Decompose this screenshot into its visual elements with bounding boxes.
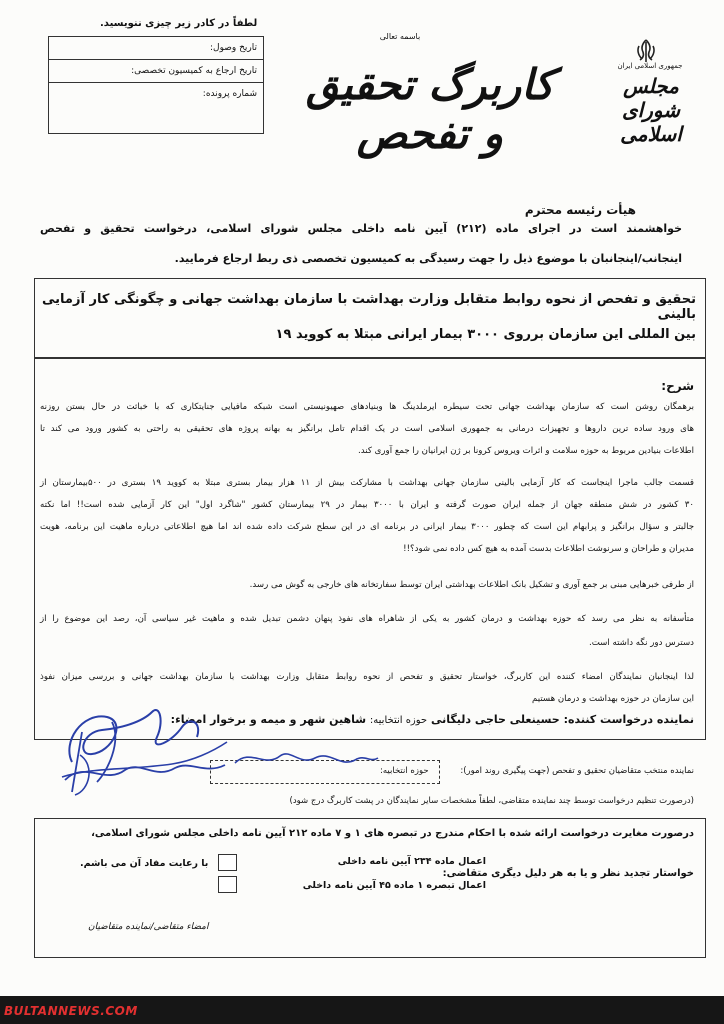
description-line: قسمت جالب ماجرا اینجاست که کار آزمایی بالینی سازمان جهانی بهداشت با مشارکت بیش از ۱۱ هزار بیمار بستری مبتلا به کووید ۱۹ بستری در ۵۰۰بیمارستان از <box>40 478 695 488</box>
constituency-label: حوزه انتخابیه: <box>369 715 428 726</box>
footer-watermark: BULTANNEWS.COM <box>4 1004 138 1018</box>
form-title: کاربرگ تحقیق و تفحص <box>306 60 554 158</box>
description-line: برهمگان روشن است که سازمان بهداشت جهانی تحت سیطره ایرملدینگ ها وبنیادهای صهیونیستی است شبکه مافیایی جنایتکاری که با خباثت در حال بستن روزنه <box>40 402 694 412</box>
intro-line-1: خواهشمند است در اجرای ماده (۲۱۲) آیین نامه داخلی مجلس شورای اسلامی، درخواست تحقیق و تفحص <box>40 222 682 235</box>
requester-label: نماینده درخواست کننده: <box>563 713 694 726</box>
declaration-line-1: درصورت مغایرت درخواست ارائه شده با احکام مندرج در تبصره های ۱ و ۷ ماده ۲۱۲ آیین نامه داخلی مجلس شورای اسلامی، <box>91 828 694 839</box>
file-number-field: شماره پرونده: <box>202 89 257 99</box>
declaration-line-2: خواستار تجدید نظر و یا به هر دلیل دیگری متقاضی: <box>442 868 694 879</box>
representative-label: نماینده منتخب متقاضیان تحقیق و تفحص (جهت پیگیری روند امور): <box>460 766 694 776</box>
checkbox-note-1-article-45[interactable] <box>218 876 237 893</box>
description-line: های ورود ساده ترین داروها و تجهیزات درمانی به جمهوری اسلامی است در یک اقدام تامل برانگیز به بهانه پروژه های تحقیقی به راحتی به کشور ورود می کند تا <box>40 424 694 434</box>
conditions-note: (درصورت تنظیم درخواست توسط چند نماینده متقاضی، لطفاً مشخصات سایر نمایندگان در پشت کاربرگ درج شود) <box>289 796 694 806</box>
referral-date-field: تاریخ ارجاع به کمیسیون تخصصی: <box>49 60 263 83</box>
constituency-name: شاهین شهر و میمه و برخوار <box>210 713 367 726</box>
received-date-field: تاریخ وصول: <box>49 37 263 60</box>
requester-name: حسینعلی حاجی دلیگانی <box>430 713 560 726</box>
handwritten-signature-3 <box>60 740 230 800</box>
description-line: از طرفی خبرهایی مبنی بر جمع آوری و تشکیل بانک اطلاعات بهداشتی ایران توسط سفارتخانه های خارجی به گوش می رسد. <box>249 580 694 590</box>
representative-line <box>460 766 694 776</box>
top-note: لطفاً در کادر زیر چیزی ننویسید. <box>100 18 258 29</box>
description-label: شرح: <box>661 379 694 393</box>
option-note-1-article-45: اعمال تبصره ۱ ماده ۴۵ آیین نامه داخلی <box>302 880 486 891</box>
subject-line-2: بین المللی این سازمان برروی ۳۰۰۰ بیمار ایرانی مبتلا به کووید ۱۹ <box>275 327 696 342</box>
description-line: دسترس دور نگه داشته است. <box>588 638 694 648</box>
intro-line-2: اینجانب/اینجانبان با موضوع ذیل را جهت رسیدگی به کمیسیون تخصصی ذی ربط ارجاع فرمایید. <box>174 252 682 265</box>
signature-label: امضاء: <box>170 713 207 726</box>
majlis-logo-text: مجلس شورای اسلامی <box>620 74 682 146</box>
checkbox-article-234[interactable] <box>218 854 237 871</box>
receipt-box <box>48 36 264 134</box>
description-line: ۳۰ کشور در شش منطقه جهان از جمله ایران صورت گرفته و ایران با ۳۰۰۰ بیمار در ۲۹ بیمارستان کشور "شاگرد اول" این کار آزمایی شده است!! اما نکته <box>40 500 694 510</box>
description-line: جالبتر و سؤال برانگیز و پرابهام این است که چطور ۳۰۰۰ بیمار ایرانی در برنامه ای در این سطح شرکت داده شده اند اما هیچ اطلاعاتی درباره ماهیت این برنامه، هویت <box>40 522 695 532</box>
applicants-signature-label: امضاء متقاضی/نماینده متقاضیان <box>88 922 209 932</box>
representative-constituency-label: حوزه انتخابیه: <box>380 766 429 776</box>
requester-line <box>171 713 694 726</box>
description-line: لذا اینجانبان نمایندگان امضاء کننده این کاربرگ، خواستار تحقیق و تفحص از نحوه روابط متقابل وزارت بهداشت با سازمان بهداشت جهانی و بررسی میزان نفوذ <box>40 672 694 682</box>
description-line: اطلاعات بنیادین مربوط به حوزه سلامت و اثرات ویروس کرونا بر ژن ایرانیان را جمع آوری کند. <box>358 446 694 456</box>
majlis-subtitle: جمهوری اسلامی ایران <box>617 62 683 70</box>
salutation: هیأت رئیسه محترم <box>524 203 636 217</box>
header-bismillah: باسمه تعالی <box>379 32 421 41</box>
option-compliance: با رعایت مفاد آن می باشم. <box>80 858 209 869</box>
description-line: متأسفانه به نظر می رسد که حوزه بهداشت و درمان کشور به یکی از شاهراه های نفوذ پنهان دشمن تبدیل شده و ماهیت غیر سیاسی آن، رصد این موضوع را از <box>40 614 694 624</box>
handwritten-signature-2 <box>230 738 380 778</box>
description-line: این سازمان در حوزه بهداشت و درمان هستیم <box>532 694 694 704</box>
description-line: مدیران و طراحان و سرنوشت اطلاعات بدست آمده به هیچ کس داده نمی شود؟!! <box>403 544 694 554</box>
iran-emblem-icon <box>634 38 658 64</box>
subject-line-1: تحقیق و تفحص از نحوه روابط متقابل وزارت بهداشت با سازمان بهداشت جهانی و چگونگی کار آزمایی بالینی <box>42 292 696 322</box>
option-article-234: اعمال ماده ۲۳۴ آیین نامه داخلی <box>337 856 486 867</box>
